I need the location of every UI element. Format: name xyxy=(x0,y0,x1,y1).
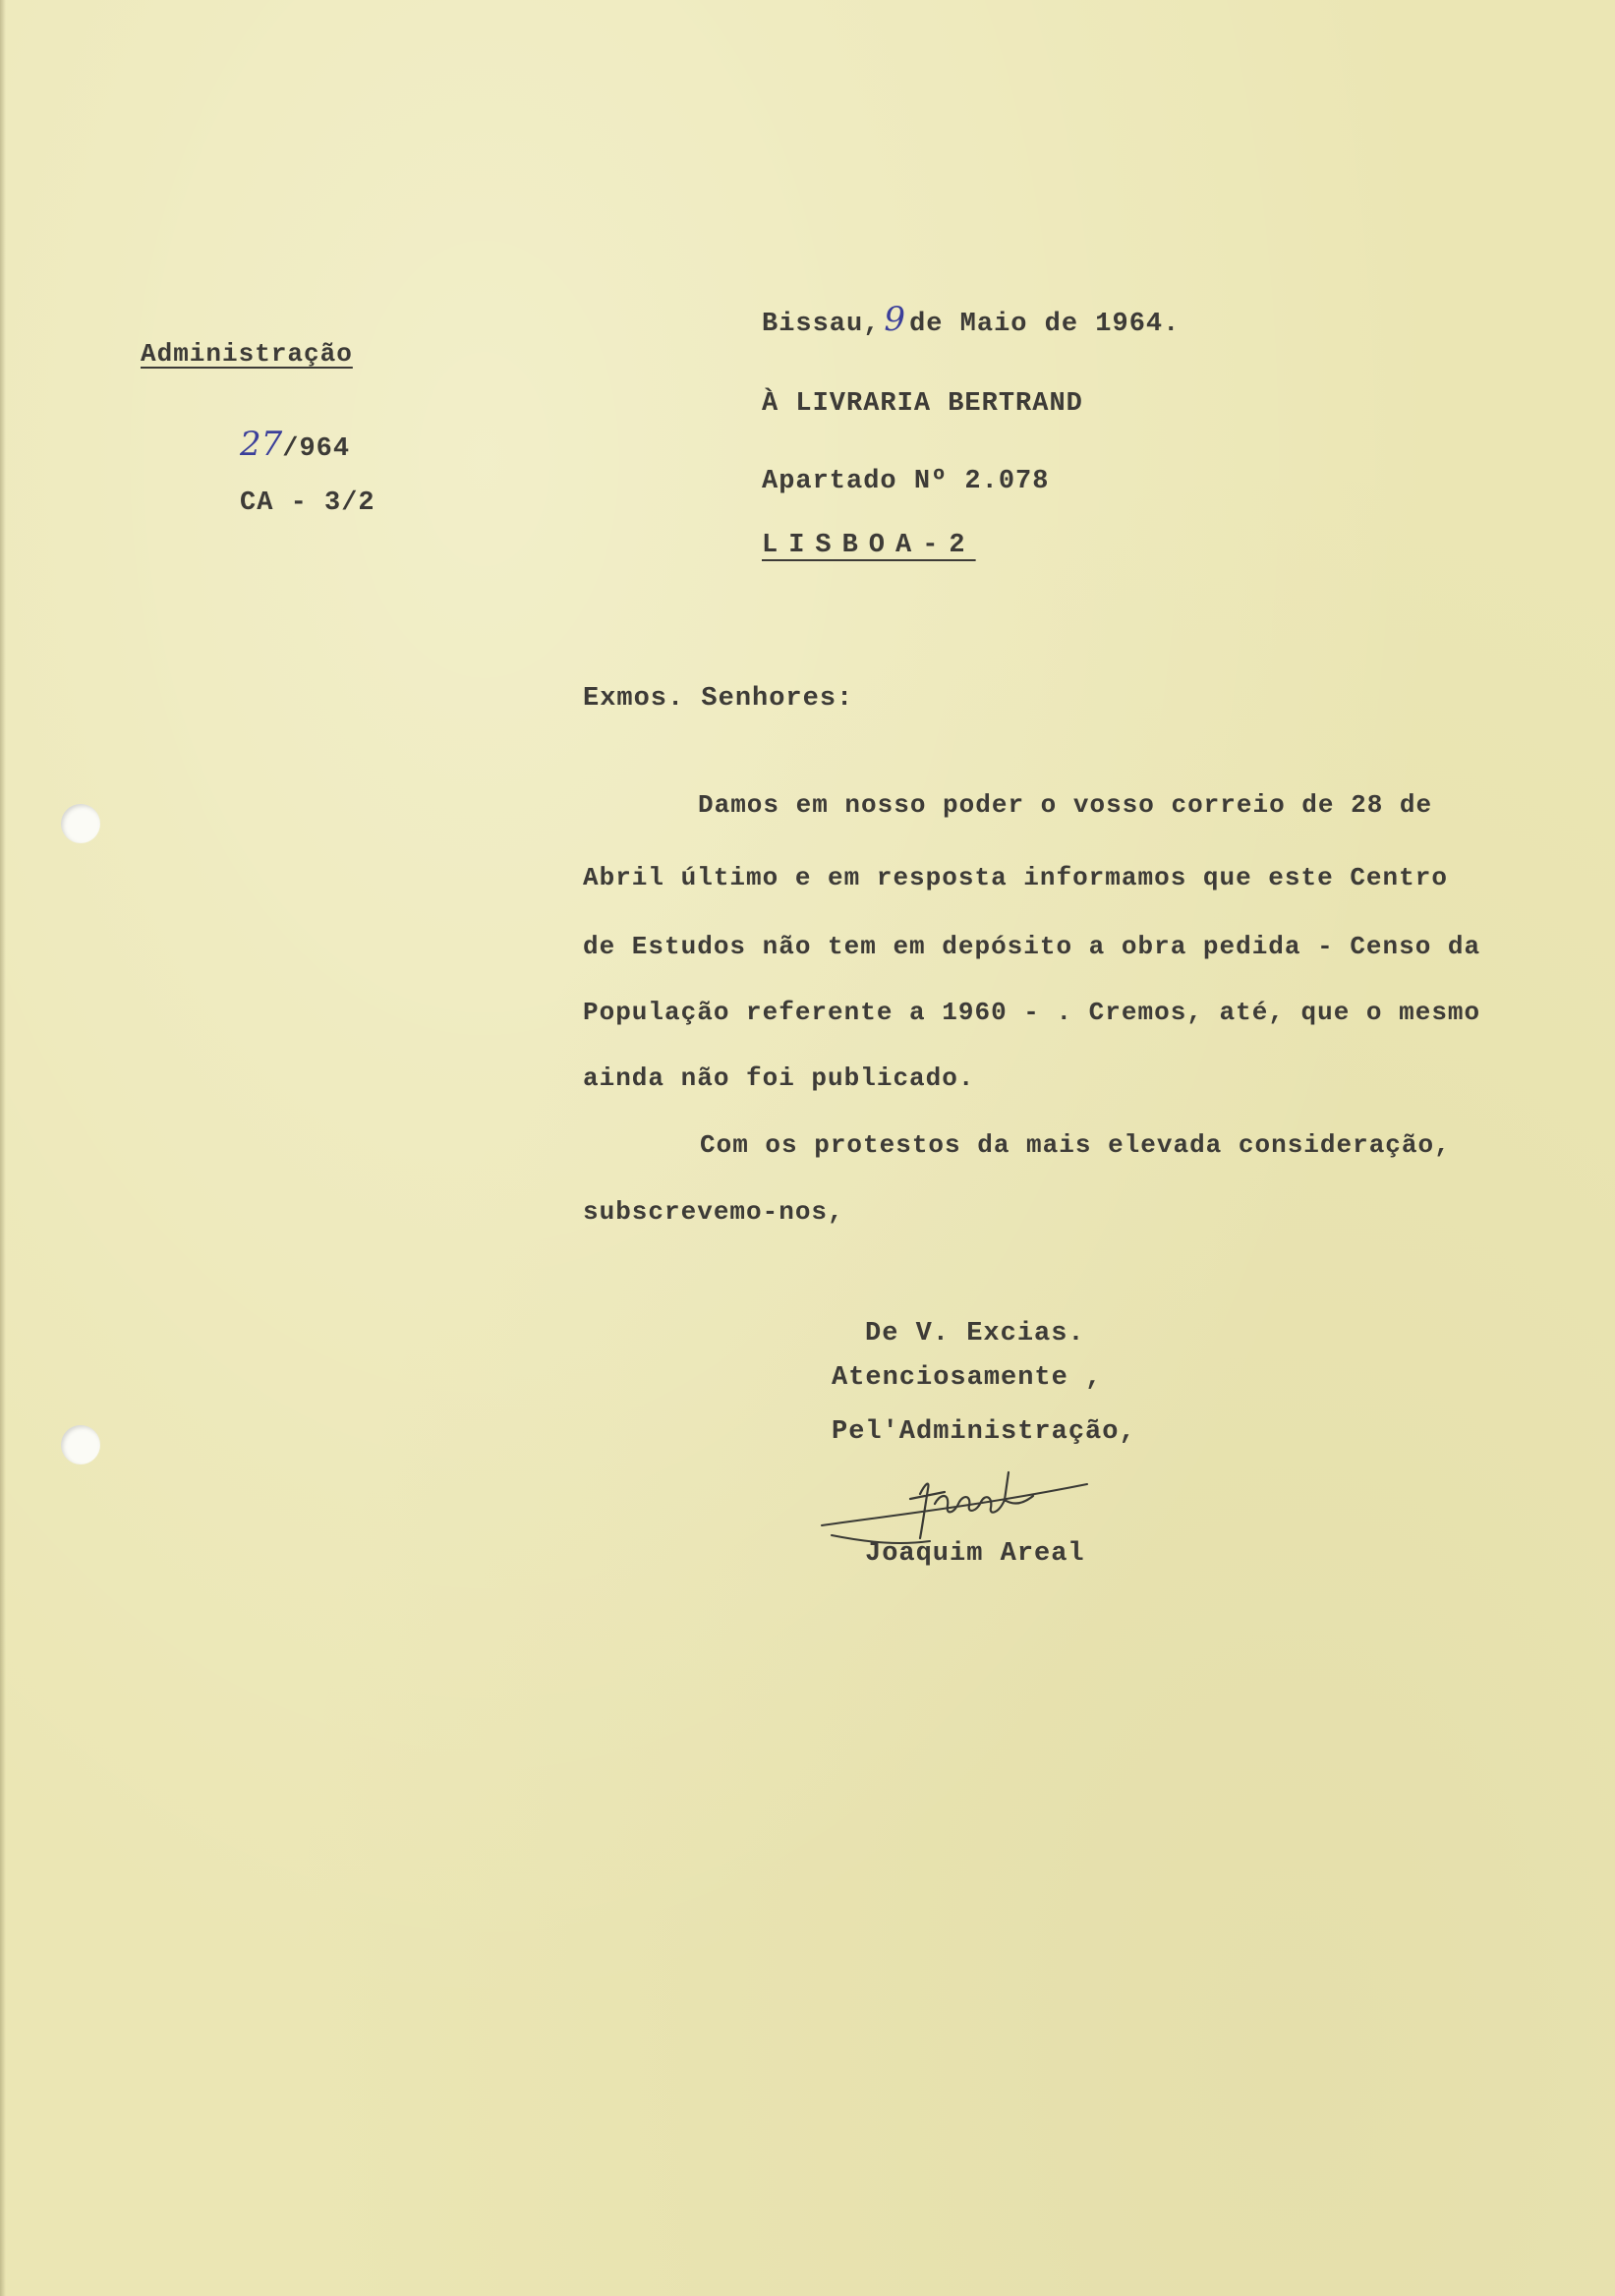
punch-hole-top xyxy=(61,804,100,843)
reference-number xyxy=(240,425,350,464)
body-line: Damos em nosso poder o vosso correio de 28 de xyxy=(698,790,1433,820)
department-heading: Administração xyxy=(141,339,353,369)
date-day-handwritten: 9 xyxy=(884,300,906,339)
closing-line: De V. Excias. xyxy=(865,1319,1085,1349)
date-city: Bissau, xyxy=(762,310,881,339)
date-rest: de Maio de 1964. xyxy=(909,310,1181,339)
recipient-name: À LIVRARIA BERTRAND xyxy=(762,389,1083,419)
recipient-po-box: Apartado Nº 2.078 xyxy=(762,467,1050,496)
body-line: População referente a 1960 - . Cremos, até, que o mesmo xyxy=(583,998,1481,1027)
date-line xyxy=(762,300,1180,339)
salutation: Exmos. Senhores: xyxy=(583,684,854,714)
closing-line: Pel'Administração, xyxy=(832,1417,1136,1447)
closing-line: Atenciosamente , xyxy=(832,1363,1103,1393)
reference-number-typed: /964 xyxy=(282,434,351,464)
body-line: de Estudos não tem em depósito a obra pedida - Censo da xyxy=(583,932,1481,961)
reference-number-handwritten: 27 xyxy=(240,425,283,464)
body-line: ainda não foi publicado. xyxy=(583,1063,975,1093)
body-line: subscrevemo-nos, xyxy=(583,1197,844,1227)
body-line: Abril último e em resposta informamos que este Centro xyxy=(583,863,1448,892)
punch-hole-bottom xyxy=(61,1425,100,1464)
recipient-city: LISBOA-2 xyxy=(762,531,976,560)
signer-name: Joaquim Areal xyxy=(865,1539,1085,1569)
page-edge-shadow xyxy=(0,0,6,2296)
reference-code: CA - 3/2 xyxy=(240,488,375,518)
body-line: Com os protestos da mais elevada consideração, xyxy=(700,1130,1451,1160)
